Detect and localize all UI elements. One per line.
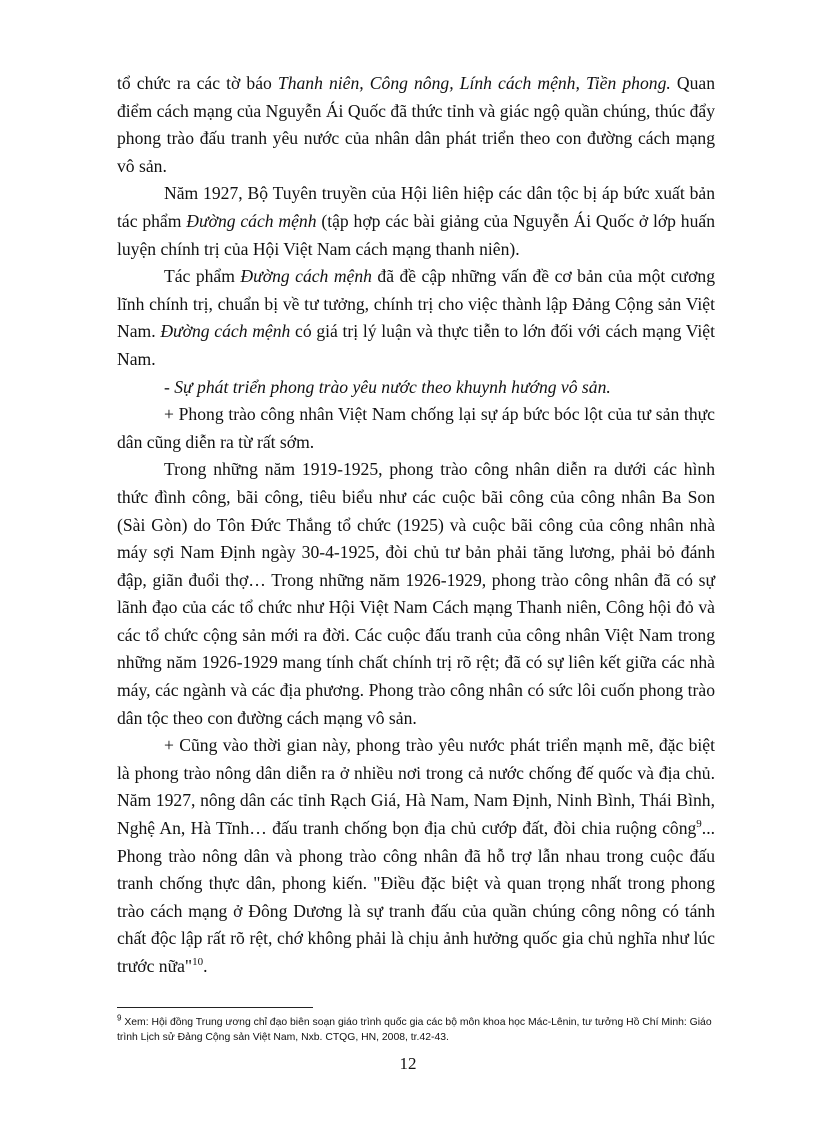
book-title: Đường cách mệnh: [240, 266, 372, 287]
paragraph-7: [117, 732, 715, 980]
paragraph-6: Trong những năm 1919-1925, phong trào công nhân diễn ra dưới các hình thức đình công, bãi công, tiêu biểu như các cuộc bãi công của công nhân Ba Son (Sài Gòn) do Tôn Đức Thắng tổ chức (1925) và cuộc bãi công của công nhân nhà máy sợi Nam Định ngày 30-4-1925, đòi chủ tư bản phải tăng lương, phải bỏ đánh đập, giãn đuổi thợ… Trong những năm 1926-1929, phong trào công nhân đã có sự lãnh đạo của các tổ chức như Hội Việt Nam Cách mạng Thanh niên, Công hội đỏ và các tổ chức cộng sản mới ra đời. Các cuộc đấu tranh của công nhân Việt Nam trong những năm 1926-1929 mang tính chất chính trị rõ rệt; đã có sự liên kết giữa các nhà máy, các ngành và các địa phương. Phong trào công nhân có sức lôi cuốn phong trào dân tộc theo con đường cách mạng vô sản.: [117, 459, 715, 728]
page-number: 12: [399, 1054, 417, 1073]
footnote: [117, 1013, 717, 1046]
paragraph-2: [117, 180, 715, 263]
text-run: có giá trị lý luận và thực tiễn to lớn đối với cách mạng Việt Nam.: [117, 321, 716, 369]
paragraph-1: [117, 70, 715, 180]
text-run: Tác phẩm: [164, 266, 241, 287]
text-run: .: [203, 956, 208, 976]
paragraph-5: + Phong trào công nhân Việt Nam chống lại sự áp bức bóc lột của tư sản thực dân cũng diễn ra từ rất sớm.: [117, 404, 715, 452]
footnote-separator: [117, 1007, 313, 1008]
book-title: Đường cách mệnh: [160, 321, 291, 342]
text-run: tổ chức ra các tờ báo: [117, 73, 278, 93]
footnote-text: Xem: Hội đồng Trung ương chỉ đạo biên soạn giáo trình quốc gia các bộ môn khoa học Mác-Lênin, tư tưởng Hồ Chí Minh: Giáo trình Lịch sử Đảng Cộng sản Việt Nam, Nxb. CTQG, HN, 2008, tr.42-43.: [117, 1017, 712, 1043]
footnote-ref: 10: [192, 956, 204, 969]
newspaper-titles: Thanh niên, Công nông, Lính cách mệnh, Tiền phong.: [277, 73, 671, 93]
page-body: [117, 70, 715, 981]
text-run: + Cũng vào thời gian này, phong trào yêu nước phát triển mạnh mẽ, đặc biệt là phong trào nông dân diễn ra ở nhiều nơi trong cả nước chống đế quốc và địa chủ. Năm 1927, nông dân các tỉnh Rạch Giá, Hà Nam, Nam Định, Ninh Bình, Thái Bình, Nghệ An, Hà Tĩnh… đấu tranh chống bọn địa chủ cướp đất, đòi chia ruộng công: [117, 735, 715, 839]
footnote-mark: 9: [117, 1013, 122, 1023]
footnote-ref: 9: [696, 818, 702, 831]
section-heading: - Sự phát triển phong trào yêu nước theo khuynh hướng vô sản.: [164, 376, 611, 397]
book-title: Đường cách mệnh: [186, 210, 317, 231]
text-run: ... Phong trào nông dân và phong trào công nhân đã hỗ trợ lẫn nhau trong cuộc đấu tranh chống thực dân, phong kiến. "Điều đặc biệt và quan trọng nhất trong phong trào cách mạng ở Đông Dương là sự tranh đấu của quần chúng công nông có tánh chất độc lập rất rõ rệt, chớ không phải là chịu ảnh hưởng quốc gia chủ nghĩa như lúc trước nữa": [117, 818, 715, 976]
text-run: Quan điểm cách mạng của Nguyễn Ái Quốc đã thức tỉnh và giác ngộ quần chúng, thúc đẩy phong trào đấu tranh yêu nước của nhân dân phát triển theo con đường cách mạng vô sản.: [117, 73, 715, 176]
text-run: (tập hợp các bài giảng của Nguyễn Ái Quốc ở lớp huấn luyện chính trị của Hội Việt Nam cách mạng thanh niên).: [117, 210, 715, 259]
paragraph-3: [117, 263, 715, 373]
text-run: Năm 1927, Bộ Tuyên truyền của Hội liên hiệp các dân tộc bị áp bức xuất bản tác phẩm: [117, 183, 715, 231]
text-run: đã đề cập những vấn đề cơ bản của một cương lĩnh chính trị, chuẩn bị về tư tưởng, chính trị cho việc thành lập Đảng Cộng sản Việt Nam.: [117, 266, 715, 342]
